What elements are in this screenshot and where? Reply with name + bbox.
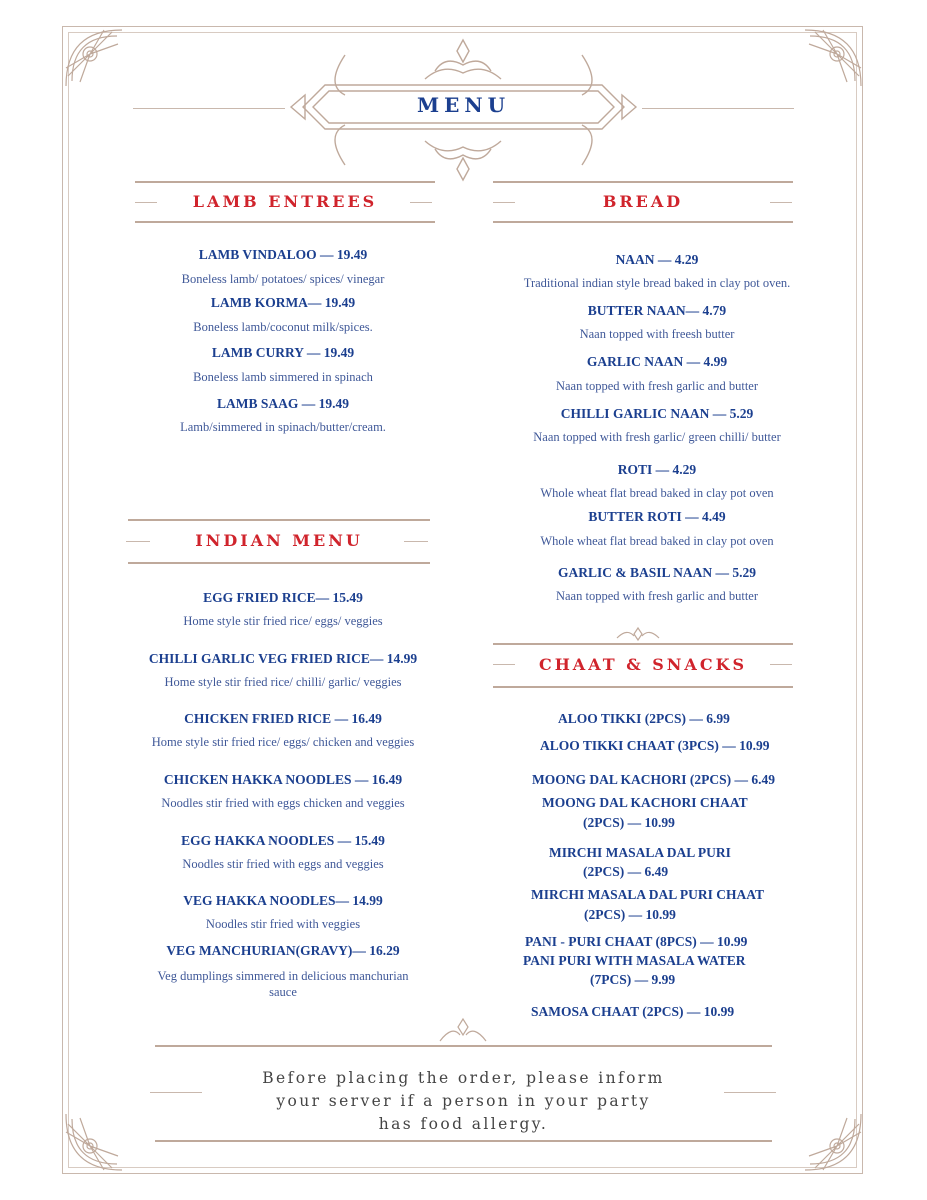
bread-item-desc: Naan topped with fresh garlic and butter [555,379,758,393]
chaat-item-name: MIRCHI MASALA DAL PURI [549,845,731,860]
chaat-rule-top [493,643,793,645]
bread-item-name: BUTTER ROTI — 4.49 [588,509,726,524]
chaat-item-name: ALOO TIKKI (2PCS) — 6.99 [558,711,730,726]
lamb-section-title: LAMB ENTREES [192,192,378,211]
chaat-item-name: MIRCHI MASALA DAL PURI CHAAT [531,887,765,902]
chaat-item-name: (2PCS) — 6.49 [583,864,669,879]
chaat-rule-bottom [493,686,793,688]
corner-ornament-top-right [795,26,865,96]
page-title: MENU [416,93,511,117]
chaat-item-name: SAMOSA CHAAT (2PCS) — 10.99 [531,1004,735,1019]
bread-item-desc: Naan topped with freesh butter [579,327,735,341]
bread-rule-bottom [493,221,793,223]
indian-rule-bottom [128,562,430,564]
bread-item-name: GARLIC NAAN — 4.99 [586,354,728,369]
bread-item-name: NAAN — 4.29 [615,252,699,267]
footer-rule-left [150,1092,202,1093]
lamb-item-desc: Lamb/simmered in spinach/butter/cream. [180,420,386,434]
footer-ornament [438,1017,488,1045]
indian-item-desc: Home style stir fried rice/ chilli/ garlic/ veggies [164,675,402,689]
indian-item-name: EGG HAKKA NOODLES — 15.49 [181,833,385,848]
bread-item-desc: Naan topped with fresh garlic and butter [555,589,758,603]
chaat-item-name: (2PCS) — 10.99 [583,815,675,830]
chaat-item-name: MOONG DAL KACHORI CHAAT [542,795,748,810]
chaat-item-name: (7PCS) — 9.99 [590,972,676,987]
footer-rule-top [155,1045,772,1047]
bread-item-desc: Whole wheat flat bread baked in clay pot oven [540,486,774,500]
lamb-rule-top [135,181,435,183]
corner-ornament-bottom-left [62,1104,132,1174]
indian-item-desc: Noodles stir fried with eggs chicken and veggies [161,796,405,810]
indian-item-desc: Noodles stir fried with veggies [205,917,361,931]
indian-item-desc: Veg dumplings simmered in delicious manchurian [157,969,409,983]
indian-item-name: VEG MANCHURIAN(GRAVY)— 16.29 [166,943,400,958]
bread-item-desc: Naan topped with fresh garlic/ green chilli/ butter [533,430,781,444]
chaat-item-name: ALOO TIKKI CHAAT (3PCS) — 10.99 [540,738,770,753]
footer-rule-bottom [155,1140,772,1142]
indian-item-name: CHILLI GARLIC VEG FRIED RICE— 14.99 [148,651,418,666]
lamb-item-name: LAMB VINDALOO — 19.49 [198,247,368,262]
lamb-item-name: LAMB CURRY — 19.49 [211,345,355,360]
chaat-item-name: PANI PURI WITH MASALA WATER [523,953,746,968]
indian-item-name: EGG FRIED RICE— 15.49 [203,590,363,605]
bread-item-name: BUTTER NAAN— 4.79 [587,303,727,318]
lamb-item-name: LAMB SAAG — 19.49 [216,396,349,411]
lamb-rule-bottom [135,221,435,223]
lamb-item-desc: Boneless lamb simmered in spinach [193,370,373,384]
indian-item-desc: sauce [269,985,297,999]
indian-section-title: INDIAN MENU [195,531,363,550]
bread-item-name: CHILLI GARLIC NAAN — 5.29 [560,406,754,421]
indian-item-desc: Home style stir fried rice/ eggs/ veggies [183,614,383,628]
corner-ornament-top-left [62,26,132,96]
lamb-item-desc: Boneless lamb/ potatoes/ spices/ vinegar [181,272,385,286]
corner-ornament-bottom-right [795,1104,865,1174]
chaat-item-name: MOONG DAL KACHORI (2PCS) — 6.49 [532,772,775,787]
bread-section-title: BREAD [602,192,684,211]
chaat-item-name: PANI - PURI CHAAT (8PCS) — 10.99 [525,934,748,949]
footer-rule-right [724,1092,776,1093]
bread-item-desc: Whole wheat flat bread baked in clay pot oven [540,534,774,548]
chaat-item-name: (2PCS) — 10.99 [584,907,676,922]
bread-item-desc: Traditional indian style bread baked in clay pot oven. [523,276,791,290]
allergy-notice-line: has food allergy. [378,1115,549,1133]
chaat-ornament [613,626,663,642]
lamb-item-name: LAMB KORMA— 19.49 [210,295,356,310]
indian-item-name: VEG HAKKA NOODLES— 14.99 [183,893,383,908]
allergy-notice-line: Before placing the order, please inform [262,1069,665,1087]
chaat-section-title: CHAAT & SNACKS [538,655,748,674]
indian-item-name: CHICKEN FRIED RICE — 16.49 [184,711,382,726]
indian-item-desc: Home style stir fried rice/ eggs/ chicken and veggies [151,735,415,749]
allergy-notice [200,1067,727,1136]
bread-rule-top [493,181,793,183]
indian-item-desc: Noodles stir fried with eggs and veggies [182,857,384,871]
indian-item-name: CHICKEN HAKKA NOODLES — 16.49 [163,772,403,787]
lamb-item-desc: Boneless lamb/coconut milk/spices. [193,320,373,334]
allergy-notice-line: your server if a person in your party [276,1092,651,1110]
bread-item-name: GARLIC & BASIL NAAN — 5.29 [557,565,757,580]
bread-item-name: ROTI — 4.29 [617,462,697,477]
indian-rule-top [128,519,430,521]
